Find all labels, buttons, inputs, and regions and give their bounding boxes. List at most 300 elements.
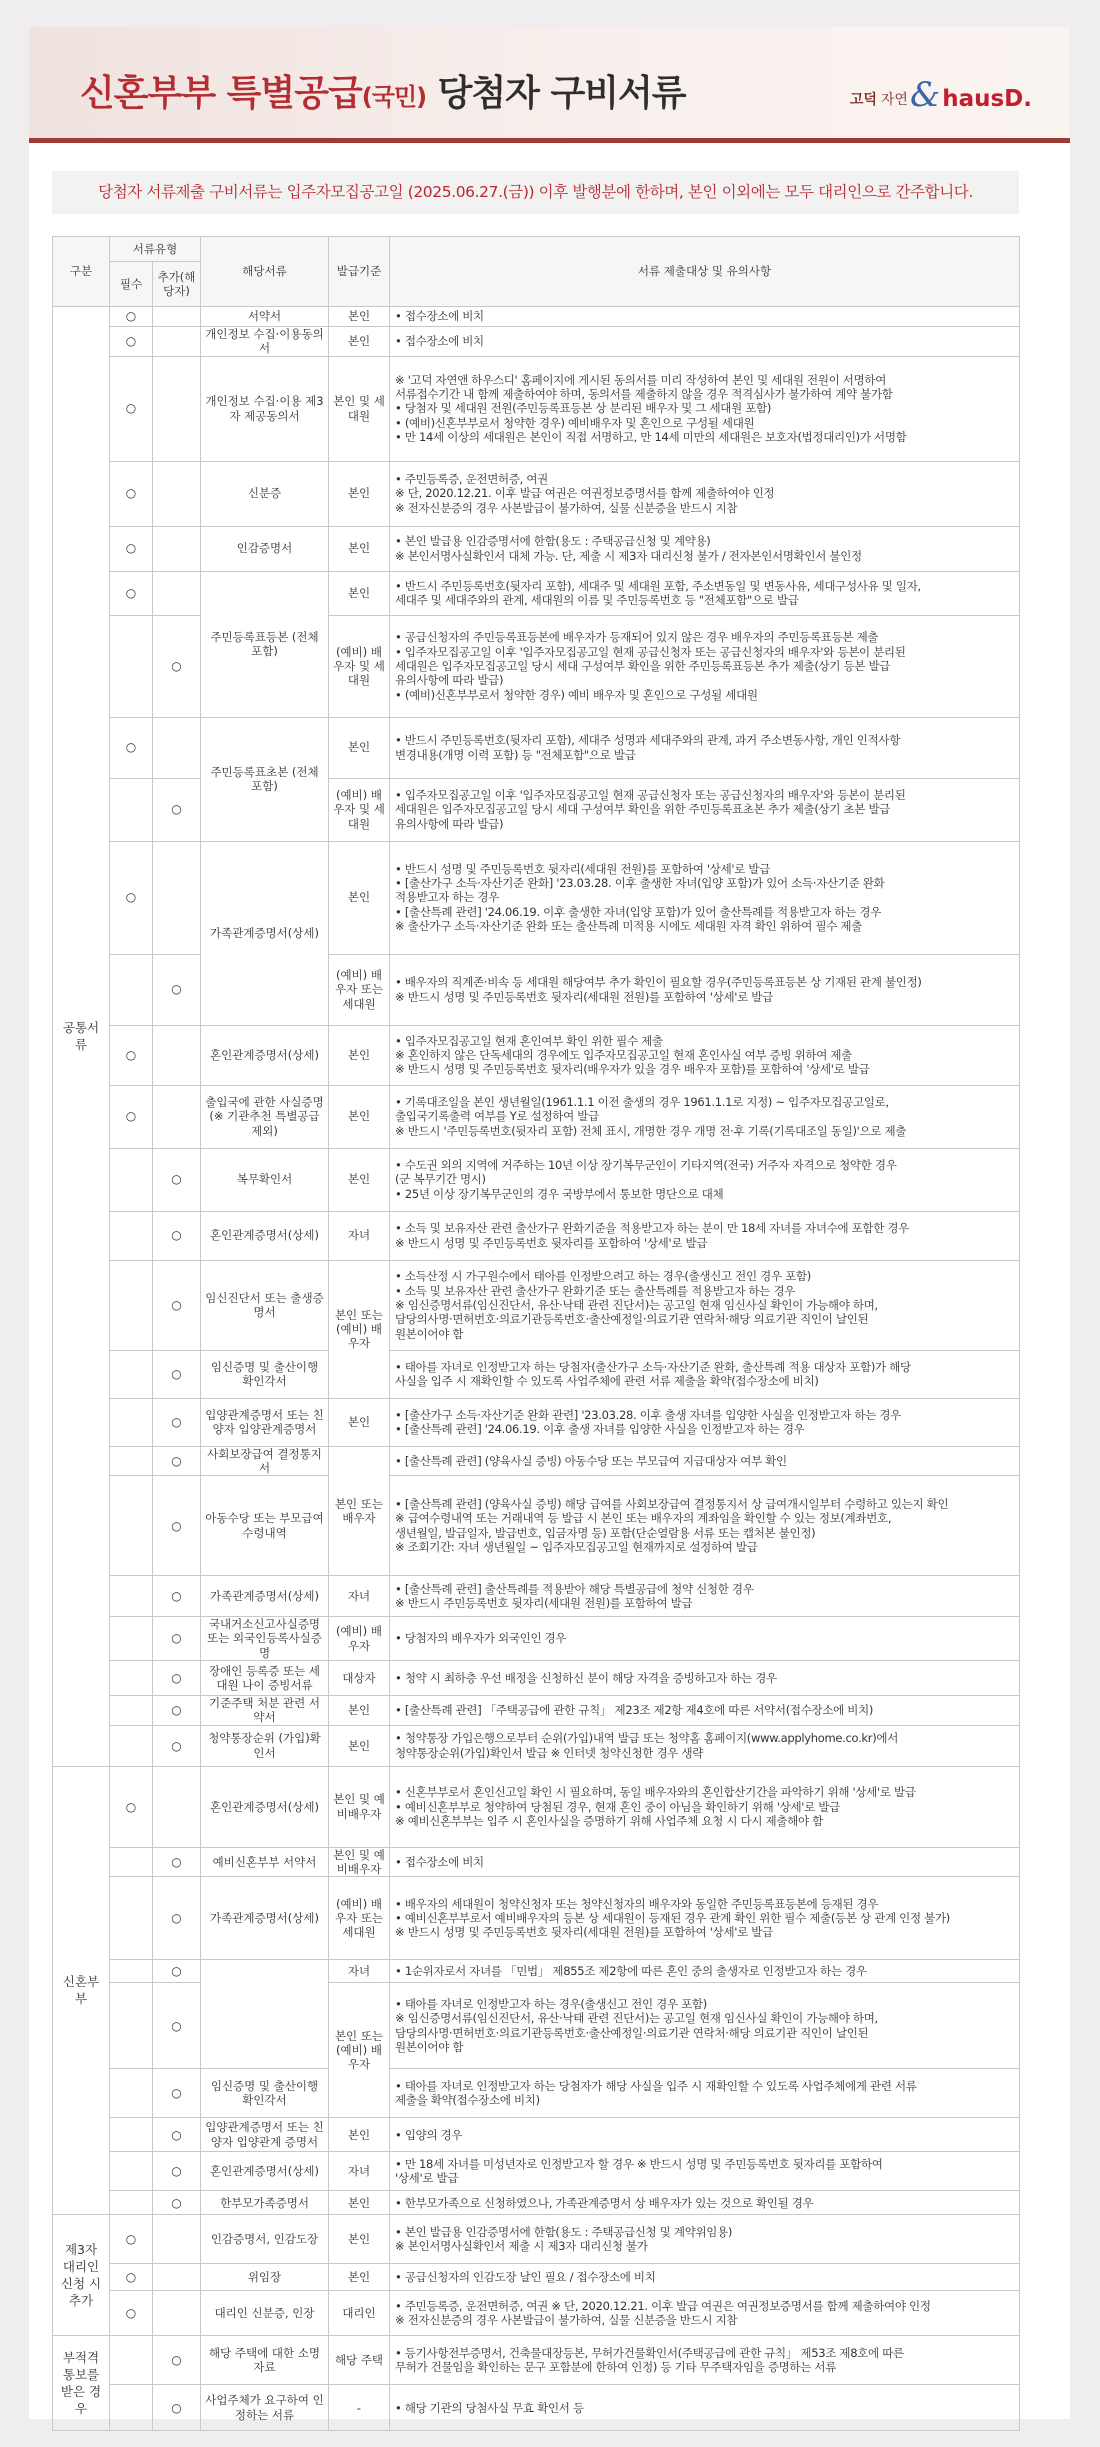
required-mark bbox=[110, 1877, 153, 1960]
additional-mark: ○ bbox=[153, 1446, 201, 1476]
required-mark bbox=[110, 2152, 153, 2191]
additional-mark: ○ bbox=[153, 1696, 201, 1726]
required-mark: ○ bbox=[110, 526, 153, 571]
note-line: • 본인 발급용 인감증명서에 한함(용도 : 주택공급신청 및 계약위임용) bbox=[395, 2224, 733, 2239]
document-name: 혼인관계증명서(상세) bbox=[201, 1766, 329, 1847]
document-name: 기준주택 처분 관련 서약서 bbox=[201, 1696, 329, 1726]
note-line: • 반드시 성명 및 주민등록번호 뒷자리(세대원 전원)를 포함하여 '상세'로 발급 bbox=[395, 861, 771, 876]
additional-mark bbox=[153, 717, 201, 778]
category-cell: 제3자 대리인 신청 시 추가 bbox=[53, 2215, 110, 2336]
col-category: 구분 bbox=[53, 237, 110, 307]
document-name: 대리인 신분증, 인장 bbox=[201, 2291, 329, 2336]
note-line: ※ 전자신분증의 경우 사본발급이 불가하여, 실물 신분증을 반드시 지참 bbox=[395, 500, 738, 515]
additional-mark bbox=[153, 327, 201, 357]
notes-cell bbox=[390, 1725, 1020, 1766]
additional-mark: ○ bbox=[153, 1960, 201, 1983]
required-mark bbox=[110, 2385, 153, 2431]
issuer: 자녀 bbox=[329, 2152, 390, 2191]
note-line: • 소득산정 시 가구원수에서 태아를 인정받으려고 하는 경우(출생신고 전인 경우 포함) bbox=[395, 1269, 811, 1284]
note-line: • 청약통장 가입은행으로부터 순위(가입)내역 발급 또는 청약홈 홈페이지(www.applyhome.co.kr)에서 bbox=[395, 1731, 899, 1746]
notes-cell bbox=[390, 1148, 1020, 1211]
notes-cell bbox=[390, 841, 1020, 954]
table-row bbox=[53, 307, 1020, 327]
table-row bbox=[53, 2264, 1020, 2291]
required-mark bbox=[110, 1446, 153, 1476]
note-line: ※ 혼인하지 않은 단독세대의 경우에도 입주자모집공고일 현재 혼인사실 여부 증빙 위하여 제출 bbox=[395, 1047, 852, 1062]
note-line: • 예비신혼부부로 청약하여 당첨된 경우, 현재 혼인 중이 아님을 확인하기 위해 '상세'로 발급 bbox=[395, 1799, 840, 1814]
notes-cell bbox=[390, 2385, 1020, 2431]
document-name: 사업주체가 요구하여 인정하는 서류 bbox=[201, 2385, 329, 2431]
note-line: • 접수장소에 비치 bbox=[395, 334, 484, 349]
table-row bbox=[53, 2191, 1020, 2215]
note-line: 생년월일, 발급일자, 발급번호, 입금자명 등) 포함(단순열람용 서류 또는 캡처본 불인정) bbox=[395, 1525, 816, 1540]
table-row bbox=[53, 2336, 1020, 2385]
issuer: 본인 bbox=[329, 2264, 390, 2291]
note-line: • 태아를 자녀로 인정받고자 하는 당첨자(출산가구 소득·자산기준 완화, 출산특례 적용 대상자 포함)가 해당 bbox=[395, 1359, 911, 1374]
document-name: 인감증명서, 인감도장 bbox=[201, 2215, 329, 2264]
issuer: 자녀 bbox=[329, 1576, 390, 1617]
required-mark: ○ bbox=[110, 717, 153, 778]
document-name: 혼인관계증명서(상세) bbox=[201, 1025, 329, 1085]
required-mark bbox=[110, 1476, 153, 1576]
note-line: 원본이어야 함 bbox=[395, 1326, 464, 1341]
issuer: (예비) 배우자 또는 세대원 bbox=[329, 1877, 390, 1960]
document-name: 위임장 bbox=[201, 2264, 329, 2291]
note-line: • 입주자모집공고일 이후 '입주자모집공고일 현재 공급신청자 또는 공급신청자의 배우자'와 등본이 분리된 bbox=[395, 788, 906, 803]
notes-cell bbox=[390, 1085, 1020, 1148]
notes-cell bbox=[390, 1350, 1020, 1398]
note-line: 유의사항에 따라 발급) bbox=[395, 816, 504, 831]
additional-mark: ○ bbox=[153, 1847, 201, 1877]
notes-cell bbox=[390, 356, 1020, 461]
table-row bbox=[53, 1696, 1020, 1726]
table-row bbox=[53, 1877, 1020, 1960]
issuer: 본인 bbox=[329, 1148, 390, 1211]
additional-mark: ○ bbox=[153, 1148, 201, 1211]
issuer: 본인 bbox=[329, 2191, 390, 2215]
additional-mark: ○ bbox=[153, 1617, 201, 1661]
table-row bbox=[53, 2069, 1020, 2118]
additional-mark bbox=[153, 461, 201, 526]
note-line: • 태아를 자녀로 인정받고자 하는 경우(출생신고 전인 경우 포함) bbox=[395, 1997, 707, 2012]
note-line: • (예비)신혼부부로서 청약한 경우) 예비 배우자 및 혼인으로 구성될 세대원 bbox=[395, 687, 758, 702]
required-mark: ○ bbox=[110, 571, 153, 615]
additional-mark bbox=[153, 1025, 201, 1085]
document-name: 국내거소신고사실증명 또는 외국인등록사실증명 bbox=[201, 1617, 329, 1661]
note-line: ※ 본인서명사실확인서 대체 가능. 단, 제출 시 제3자 대리신청 불가 / 전자본인서명확인서 불인정 bbox=[395, 548, 862, 563]
note-line: • 신혼부부로서 혼인신고일 확인 시 필요하며, 동일 배우자와의 혼인합산기간을 파악하기 위해 '상세'로 발급 bbox=[395, 1785, 916, 1800]
document-name: 임신진단서 또는 출생증명서 bbox=[201, 1260, 329, 1350]
note-line: 서류접수기간 내 함께 제출하여야 하며, 동의서를 제출하지 않을 경우 적격심사가 불가하여 계약 불가함 bbox=[395, 387, 893, 402]
additional-mark: ○ bbox=[153, 1211, 201, 1260]
document-name: 출입국에 관한 사실증명 (※ 기관추천 특별공급 제외) bbox=[201, 1085, 329, 1148]
note-line: ※ 임신증명서류(임신진단서, 유산·낙태 관련 진단서)는 공고일 현재 임신사실 확인이 가능해야 하며, bbox=[395, 1297, 878, 1312]
required-mark: ○ bbox=[110, 356, 153, 461]
note-line: 담당의사명·면허번호·의료기관등록번호·출산예정일·의료기관 연락처·해당 의료기관 직인이 날인된 bbox=[395, 1312, 869, 1327]
note-line: • 만 18세 자녀를 미성년자로 인정받고자 할 경우 ※ 반드시 성명 및 주민등록번호 뒷자리를 포함하여 bbox=[395, 2156, 883, 2171]
note-line: • 공급신청자의 인감도장 날인 필요 / 접수장소에 비치 bbox=[395, 2270, 656, 2285]
note-line: 변경내용(개명 이력 포함) 등 "전체포함"으로 발급 bbox=[395, 747, 636, 762]
document-name: 혼인관계증명서(상세) bbox=[201, 2152, 329, 2191]
note-line: • 등기사항전부증명서, 건축물대장등본, 무허가건물확인서(주택공급에 관한 규칙」 제53조 제8호에 따른 bbox=[395, 2345, 904, 2360]
required-mark bbox=[110, 2118, 153, 2152]
additional-mark: ○ bbox=[153, 2069, 201, 2118]
document-name: 청약통장순위 (가입)확인서 bbox=[201, 1725, 329, 1766]
additional-mark bbox=[153, 2215, 201, 2264]
required-mark bbox=[110, 1847, 153, 1877]
document-name: 예비신혼부부 서약서 bbox=[201, 1847, 329, 1877]
col-doc-type: 서류유형 bbox=[110, 237, 201, 262]
required-mark: ○ bbox=[110, 2291, 153, 2336]
table-row bbox=[53, 356, 1020, 461]
table-row bbox=[53, 1476, 1020, 1576]
issuer: 본인 bbox=[329, 717, 390, 778]
note-line: ※ 반드시 성명 및 주민등록번호 뒷자리(세대원 전원)를 포함하여 '상세'로 발급 bbox=[395, 989, 773, 1004]
document-name: 입양관계증명서 또는 친양자 입양관계 증명서 bbox=[201, 2118, 329, 2152]
note-line: ※ 임신증명서류(임신진단서, 유산·낙태 관련 진단서)는 공고일 현재 임신사실 확인이 가능해야 하며, bbox=[395, 2011, 878, 2026]
notes-cell bbox=[390, 2069, 1020, 2118]
note-line: 무허가 건물임을 확인하는 문구 포함분에 한하여 인정) 등 기타 무주택자임을 증명하는 서류 bbox=[395, 2360, 837, 2375]
col-notes: 서류 제출대상 및 유의사항 bbox=[390, 237, 1020, 307]
issuer: 해당 주택 bbox=[329, 2336, 390, 2385]
table-row bbox=[53, 2385, 1020, 2431]
notes-cell bbox=[390, 2152, 1020, 2191]
required-mark bbox=[110, 778, 153, 841]
document-name: 가족관계증명서(상세) bbox=[201, 1576, 329, 1617]
additional-mark: ○ bbox=[153, 2336, 201, 2385]
note-line: ※ 반드시 성명 및 주민등록번호 뒷자리를 포함하여 '상세'로 발급 bbox=[395, 1235, 708, 1250]
document-name: 장애인 등록증 또는 세대원 나이 증빙서류 bbox=[201, 1661, 329, 1696]
issuer: 본인 bbox=[329, 1085, 390, 1148]
required-mark bbox=[110, 1661, 153, 1696]
note-line: • 만 14세 이상의 세대원은 본인이 직접 서명하고, 만 14세 미만의 세대원은 보호자(법정대리인)가 서명함 bbox=[395, 430, 907, 445]
additional-mark: ○ bbox=[153, 2385, 201, 2431]
notes-cell bbox=[390, 1696, 1020, 1726]
note-line: • 소득 및 보유자산 관련 출산가구 완화기준 또는 출산특례를 적용받고자 하는 경우 bbox=[395, 1283, 796, 1298]
table-row bbox=[53, 2152, 1020, 2191]
document-name: 신분증 bbox=[201, 461, 329, 526]
document-name: 주민등록표등본 (전체 포함) bbox=[201, 571, 329, 717]
note-line: ※ 출산가구 소득·자산기준 완화 또는 출산특례 미적용 시에도 세대원 자격 확인 위하여 필수 제출 bbox=[395, 919, 863, 934]
notes-cell bbox=[390, 1766, 1020, 1847]
note-line: 세대원은 입주자모집공고일 당시 세대 구성여부 확인을 위한 주민등록표초본 추가 제출(상기 초본 발급 bbox=[395, 802, 891, 817]
additional-mark: ○ bbox=[153, 778, 201, 841]
brand-logo: 고덕 자연 & hausD. bbox=[849, 75, 1032, 115]
issuer: 본인 또는 (예비) 배우자 bbox=[329, 1983, 390, 2118]
document-name: 아동수당 또는 부모급여 수령내역 bbox=[201, 1476, 329, 1576]
note-line: • 기록대조일을 본인 생년월일(1961.1.1 이전 출생의 경우 1961.1.1로 지정) ~ 입주자모집공고일로, bbox=[395, 1095, 889, 1110]
issuer: 본인 bbox=[329, 461, 390, 526]
additional-mark bbox=[153, 841, 201, 954]
note-line: • [출산특례 관련] 「주택공급에 관한 규칙」 제23조 제2항 제4호에 따른 서약서(접수장소에 비치) bbox=[395, 1703, 874, 1718]
category-cell: 신혼부부 bbox=[53, 1766, 110, 2215]
additional-mark: ○ bbox=[153, 2118, 201, 2152]
note-line: ※ 반드시 성명 및 주민등록번호 뒷자리(세대원 전원)를 포함하여 '상세'로 발급 bbox=[395, 1925, 773, 1940]
col-document: 해당서류 bbox=[201, 237, 329, 307]
note-line: • 당첨자의 배우자가 외국인인 경우 bbox=[395, 1631, 567, 1646]
document-name: 개인정보 수집·이용 제3자 제공동의서 bbox=[201, 356, 329, 461]
note-line: • 해당 기관의 당첨사실 무효 확인서 등 bbox=[395, 2400, 584, 2415]
document-name: 혼인관계증명서(상세) bbox=[201, 1211, 329, 1260]
notes-cell bbox=[390, 1877, 1020, 1960]
document-name: 주민등록표초본 (전체 포함) bbox=[201, 717, 329, 841]
note-line: • 접수장소에 비치 bbox=[395, 1854, 484, 1869]
additional-mark: ○ bbox=[153, 1398, 201, 1446]
required-mark bbox=[110, 1576, 153, 1617]
additional-mark: ○ bbox=[153, 1260, 201, 1350]
note-line: ※ 전자신분증의 경우 사본발급이 불가하여, 실물 신분증을 반드시 지참 bbox=[395, 2313, 738, 2328]
required-mark bbox=[110, 1148, 153, 1211]
notes-cell bbox=[390, 327, 1020, 357]
note-line: 담당의사명·면허번호·의료기관등록번호·출산예정일·의료기관 연락처·해당 의료기관 직인이 날인된 bbox=[395, 2025, 869, 2040]
note-line: • [출산특례 관련] 출산특례를 적용받아 해당 특별공급에 청약 신청한 경우 bbox=[395, 1581, 754, 1596]
notes-cell bbox=[390, 571, 1020, 615]
additional-mark: ○ bbox=[153, 1877, 201, 1960]
issuer: (예비) 배우자 또는 세대원 bbox=[329, 954, 390, 1025]
note-line: • 태아를 자녀로 인정받고자 하는 당첨자가 해당 사실을 입주 시 재확인할 수 있도록 사업주체에게 관련 서류 bbox=[395, 2078, 917, 2093]
required-mark bbox=[110, 1260, 153, 1350]
additional-mark bbox=[153, 1085, 201, 1148]
note-line: • 반드시 주민등록번호(뒷자리 포함), 세대주 및 세대원 포함, 주소변동일 및 변동사유, 세대구성사유 및 일자, bbox=[395, 578, 921, 593]
table-row bbox=[53, 1085, 1020, 1148]
page-title: 신혼부부 특별공급(국민) 당첨자 구비서류 bbox=[80, 73, 686, 114]
table-row bbox=[53, 1661, 1020, 1696]
note-line: • 입양의 경우 bbox=[395, 2127, 463, 2142]
additional-mark: ○ bbox=[153, 1983, 201, 2069]
table-row bbox=[53, 571, 1020, 615]
table-row bbox=[53, 717, 1020, 778]
notes-cell bbox=[390, 1398, 1020, 1446]
additional-mark bbox=[153, 526, 201, 571]
document-name: 개인정보 수집·이용동의서 bbox=[201, 327, 329, 357]
issuer: 본인 bbox=[329, 571, 390, 615]
document-name: 인감증명서 bbox=[201, 526, 329, 571]
issuer: 본인 bbox=[329, 307, 390, 327]
table-row bbox=[53, 461, 1020, 526]
notes-cell bbox=[390, 2215, 1020, 2264]
issuer: 본인 및 예비배우자 bbox=[329, 1847, 390, 1877]
issuer: (예비) 배우자 bbox=[329, 1617, 390, 1661]
additional-mark: ○ bbox=[153, 2152, 201, 2191]
document-name: 사회보장급여 결정통지서 bbox=[201, 1446, 329, 1476]
table-row bbox=[53, 954, 1020, 1025]
note-line: 사실을 입주 시 재확인할 수 있도록 사업주체에 관련 서류 제출을 확약(접수장소에 비치) bbox=[395, 1374, 819, 1389]
additional-mark: ○ bbox=[153, 1661, 201, 1696]
issuer: 본인 또는 배우자 bbox=[329, 1446, 390, 1576]
note-line: • 입주자모집공고일 이후 '입주자모집공고일 현재 공급신청자 또는 공급신청자의 배우자'와 등본이 분리된 bbox=[395, 644, 906, 659]
additional-mark bbox=[153, 2291, 201, 2336]
issuer: 대리인 bbox=[329, 2291, 390, 2336]
notes-cell bbox=[390, 1576, 1020, 1617]
issuer: 본인 bbox=[329, 841, 390, 954]
issuer: (예비) 배우자 및 세대원 bbox=[329, 778, 390, 841]
note-line: • 배우자의 직계존·비속 등 세대원 해당여부 추가 확인이 필요할 경우(주민등록표등본 상 기재된 관계 불인정) bbox=[395, 975, 922, 990]
header-banner bbox=[29, 27, 1070, 143]
issuer: 본인 bbox=[329, 2215, 390, 2264]
note-line: 제출을 확약(접수장소에 비치) bbox=[395, 2093, 540, 2108]
note-line: ※ 조회기간: 자녀 생년월일 ~ 입주자모집공고일 현재까지로 설정하여 발급 bbox=[395, 1539, 758, 1554]
note-line: • 1순위자로서 자녀를 「민법」 제855조 제2항에 따른 혼인 중의 출생자로 인정받고자 하는 경우 bbox=[395, 1964, 867, 1979]
note-line: ※ 급여수령내역 또는 거래내역 등 발급 시 본인 또는 배우자의 계좌임을 확인할 수 있는 정보(계좌번호, bbox=[395, 1511, 892, 1526]
required-mark bbox=[110, 2336, 153, 2385]
document-name: 서약서 bbox=[201, 307, 329, 327]
table-row bbox=[53, 526, 1020, 571]
note-line: • [출산특례 관련] '24.06.19. 이후 출생 자녀를 입양한 사실을 인정받고자 하는 경우 bbox=[395, 1422, 805, 1437]
notes-cell bbox=[390, 717, 1020, 778]
note-line: 세대주 및 세대주와의 관계, 세대원의 이름 및 주민등록번호 등 "전체포함"으로 발급 bbox=[395, 593, 799, 608]
document-name: 해당 주택에 대한 소명자료 bbox=[201, 2336, 329, 2385]
notes-cell bbox=[390, 1661, 1020, 1696]
required-mark bbox=[110, 1725, 153, 1766]
note-line: 출입국기록출력 여부를 Y로 설정하여 발급 bbox=[395, 1109, 599, 1124]
document-name: 임신증명 및 출산이행 확인각서 bbox=[201, 1350, 329, 1398]
required-mark bbox=[110, 1617, 153, 1661]
notes-cell bbox=[390, 1847, 1020, 1877]
table-row bbox=[53, 1725, 1020, 1766]
document-name: 복무확인서 bbox=[201, 1148, 329, 1211]
note-line: ※ 반드시 주민등록번호 뒷자리(세대원 전원)를 포함하여 발급 bbox=[395, 1596, 693, 1611]
document-name: 가족관계증명서(상세) bbox=[201, 1877, 329, 1960]
table-row bbox=[53, 1847, 1020, 1877]
additional-mark bbox=[153, 1766, 201, 1847]
required-mark: ○ bbox=[110, 461, 153, 526]
issuer: 대상자 bbox=[329, 1661, 390, 1696]
required-mark: ○ bbox=[110, 1766, 153, 1847]
note-line: • (예비)신혼부부로서 청약한 경우) 예비배우자 및 혼인으로 구성될 세대원 bbox=[395, 415, 755, 430]
table-row bbox=[53, 2215, 1020, 2264]
table-row bbox=[53, 1446, 1020, 1476]
required-mark bbox=[110, 1983, 153, 2069]
note-line: • 배우자의 세대원이 청약신청자 또는 청약신청자의 배우자와 동일한 주민등록표등본에 등재된 경우 bbox=[395, 1896, 879, 1911]
additional-mark: ○ bbox=[153, 2191, 201, 2215]
additional-mark bbox=[153, 571, 201, 615]
document-name: 입양관계증명서 또는 친양자 입양관계증명서 bbox=[201, 1398, 329, 1446]
category-cell: 공통서류 bbox=[53, 307, 110, 1767]
note-line: ※ 반드시 '주민등록번호(뒷자리 포함) 전체 표시, 개명한 경우 개명 전·후 기록(기록대조일 동일)'으로 제출 bbox=[395, 1123, 907, 1138]
additional-mark: ○ bbox=[153, 1725, 201, 1766]
additional-mark: ○ bbox=[153, 1350, 201, 1398]
required-mark: ○ bbox=[110, 307, 153, 327]
note-line: • 한부모가족으로 신청하였으나, 가족관계증명서 상 배우자가 있는 것으로 확인될 경우 bbox=[395, 2195, 814, 2210]
notes-cell bbox=[390, 1260, 1020, 1350]
notes-cell bbox=[390, 461, 1020, 526]
note-line: • 당첨자 및 세대원 전원(주민등록표등본 상 분리된 배우자 및 그 세대원 포함) bbox=[395, 401, 772, 416]
note-line: • 본인 발급용 인감증명서에 한함(용도 : 주택공급신청 및 계약용) bbox=[395, 534, 711, 549]
required-mark bbox=[110, 954, 153, 1025]
note-line: • 주민등록증, 운전면허증, 여권 ※ 단, 2020.12.21. 이후 발급 여권은 여권정보증명서를 함께 제출하여야 인정 bbox=[395, 2298, 931, 2313]
table-row bbox=[53, 1148, 1020, 1211]
note-line: • 주민등록증, 운전면허증, 여권 bbox=[395, 472, 548, 487]
table-row bbox=[53, 1025, 1020, 1085]
notes-cell bbox=[390, 615, 1020, 717]
note-line: • 공급신청자의 주민등록표등본에 배우자가 등재되어 있지 않은 경우 배우자의 주민등록표등본 제출 bbox=[395, 630, 879, 645]
note-line: • 수도권 외의 지역에 거주하는 10년 이상 장기복무군인이 기타지역(전국) 거주자 자격으로 청약한 경우 bbox=[395, 1158, 897, 1173]
documents-table bbox=[52, 236, 1020, 2431]
note-line: • [출산특례 관련] (양육사실 증빙) 해당 급여를 사회보장급여 결정통지서 상 급여개시일부터 수령하고 있는지 확인 bbox=[395, 1497, 949, 1512]
issuer: 본인 bbox=[329, 1398, 390, 1446]
table-row bbox=[53, 1350, 1020, 1398]
note-line: • [출산가구 소득·자산기준 완화 관련] '23.03.28. 이후 출생 자녀를 입양한 사실을 인정받고자 하는 경우 bbox=[395, 1407, 901, 1422]
issuer: 본인 또는 (예비) 배우자 bbox=[329, 1260, 390, 1398]
notes-cell bbox=[390, 307, 1020, 327]
notes-cell bbox=[390, 1211, 1020, 1260]
table-row bbox=[53, 1260, 1020, 1350]
note-line: ※ 단, 2020.12.21. 이후 발급 여권은 여권정보증명서를 함께 제출하여야 인정 bbox=[395, 486, 775, 501]
notes-cell bbox=[390, 2291, 1020, 2336]
required-mark: ○ bbox=[110, 2215, 153, 2264]
issuer: 본인 bbox=[329, 1696, 390, 1726]
additional-mark bbox=[153, 356, 201, 461]
category-cell: 부적격 통보를 받은 경우 bbox=[53, 2336, 110, 2431]
note-line: 원본이어야 함 bbox=[395, 2040, 464, 2055]
note-line: ※ 본인서명사실확인서 제출 시 제3자 대리신청 불가 bbox=[395, 2239, 648, 2254]
issuer: - bbox=[329, 2385, 390, 2431]
table-row bbox=[53, 1983, 1020, 2069]
notes-cell bbox=[390, 526, 1020, 571]
additional-mark: ○ bbox=[153, 954, 201, 1025]
notes-cell bbox=[390, 1025, 1020, 1085]
required-mark bbox=[110, 1350, 153, 1398]
note-line: • 소득 및 보유자산 관련 출산가구 완화기준을 적용받고자 하는 분이 만 18세 자녀를 자녀수에 포함한 경우 bbox=[395, 1221, 910, 1236]
table-row bbox=[53, 327, 1020, 357]
issuer: 자녀 bbox=[329, 1211, 390, 1260]
issuer: 본인 bbox=[329, 2118, 390, 2152]
table-row bbox=[53, 778, 1020, 841]
note-line: • 입주자모집공고일 현재 혼인여부 확인 위한 필수 제출 bbox=[395, 1033, 663, 1048]
additional-mark: ○ bbox=[153, 1476, 201, 1576]
notes-cell bbox=[390, 1446, 1020, 1476]
notes-cell bbox=[390, 2336, 1020, 2385]
table-row bbox=[53, 1960, 1020, 1983]
notes-cell bbox=[390, 1960, 1020, 1983]
document-name bbox=[201, 1960, 329, 2069]
note-line: '상세'로 발급 bbox=[395, 2171, 459, 2186]
table-body bbox=[53, 307, 1020, 2431]
notes-cell bbox=[390, 2118, 1020, 2152]
note-line: • 청약 시 최하층 우선 배정을 신청하신 분이 해당 자격을 증빙하고자 하는 경우 bbox=[395, 1670, 777, 1685]
document-name: 한부모가족증명서 bbox=[201, 2191, 329, 2215]
note-line: • 접수장소에 비치 bbox=[395, 309, 484, 324]
col-issuer: 발급기준 bbox=[329, 237, 390, 307]
table-row bbox=[53, 1576, 1020, 1617]
note-line: 적용받고자 하는 경우 bbox=[395, 890, 499, 905]
note-line: • 반드시 주민등록번호(뒷자리 포함), 세대주 성명과 세대주와의 관계, 과거 주소변동사항, 개인 인적사항 bbox=[395, 733, 900, 748]
table-row bbox=[53, 1617, 1020, 1661]
issuer: 본인 및 세대원 bbox=[329, 356, 390, 461]
table-row bbox=[53, 615, 1020, 717]
additional-mark bbox=[153, 307, 201, 327]
issuer: 본인 bbox=[329, 327, 390, 357]
required-mark bbox=[110, 615, 153, 717]
note-line: • [출산특례 관련] (양육사실 증빙) 아동수당 또는 부모급여 지급대상자 여부 확인 bbox=[395, 1453, 787, 1468]
required-mark bbox=[110, 1211, 153, 1260]
notes-cell bbox=[390, 1983, 1020, 2069]
table-row bbox=[53, 1398, 1020, 1446]
note-line: 유의사항에 따라 발급) bbox=[395, 673, 504, 688]
note-line: ※ '고덕 자연앤 하우스디' 홈페이지에 게시된 동의서를 미리 작성하여 본인 및 세대원 전원이 서명하여 bbox=[395, 372, 887, 387]
note-line: (군 복무기간 명시) bbox=[395, 1172, 486, 1187]
note-line: • [출산가구 소득·자산기준 완화] '23.03.28. 이후 출생한 자녀(입양 포함)가 있어 소득·자산기준 완화 bbox=[395, 876, 885, 891]
table-row bbox=[53, 2118, 1020, 2152]
notes-cell bbox=[390, 1617, 1020, 1661]
document-name: 가족관계증명서(상세) bbox=[201, 841, 329, 1025]
notes-cell bbox=[390, 2191, 1020, 2215]
issuer: 본인 bbox=[329, 526, 390, 571]
note-line: ※ 예비신혼부부는 입주 시 혼인사실을 증명하기 위해 사업주체 요청 시 다시 제출해야 함 bbox=[395, 1813, 823, 1828]
notes-cell bbox=[390, 1476, 1020, 1576]
table-row bbox=[53, 2291, 1020, 2336]
table-row bbox=[53, 1211, 1020, 1260]
